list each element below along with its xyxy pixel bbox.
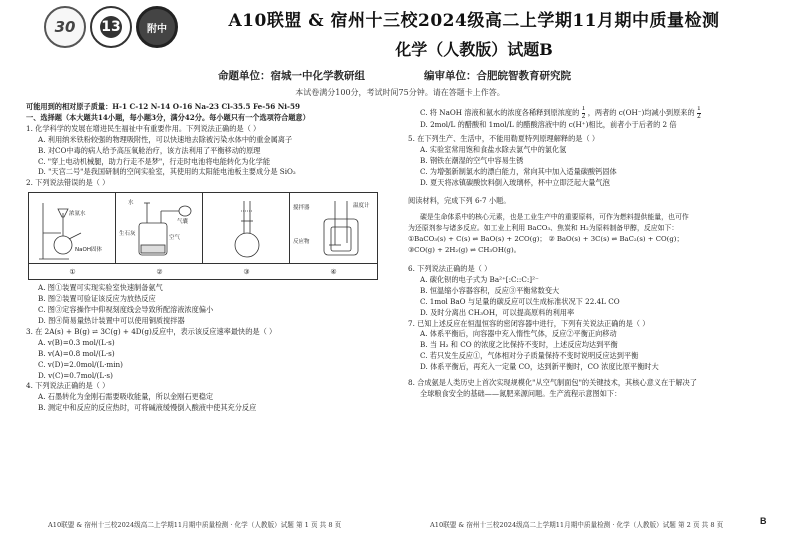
q4-option-d: D. 2mol/L 的醋酸和 1mol/L 的醋酸溶液中的 c(H⁺)相比，前者小于后者的 2 倍 [420,120,677,129]
reading-title: 阅读材料，完成下列 6-7 小题。 [408,196,511,206]
reading-line-3: ①BaCO₃(s) + C(s) ⇌ BaO(s) + 2CO(g)； ② BaO(s) + 3C(s) ⇌ BaC₂(s) + CO(g)； [408,235,684,244]
question-3: 3. 在 2A(s) + B(g) ⇌ 3C(g) + 4D(g)反应中，表示该反应速率最快的是（ ） [26,326,277,336]
q7-option-a: A. 体系平衡后，向容器中充入惰性气体，反应②平衡正向移动 [420,329,617,339]
label-stirrer: 搅拌器 [293,205,310,212]
q5-option-a: A. 实验室常用饱和食盐水除去氯气中的氯化氢 [420,144,567,154]
left-column [26,102,396,414]
question-6: 6. 下列说法正确的是（ ） [408,263,492,273]
q4-option-b: B. 测定中和反应的反应热时，可将碱液缓慢倒入酸液中使其充分反应 [38,403,257,413]
label-conc-ammonia: 浓氨水 [69,211,86,218]
q4-option-c [408,106,778,120]
q3-option-d: D. v(C)=0.7mol/(L·s) [38,370,113,380]
exam-notice: 本试卷满分100分，考试时间75分钟。请在答题卡上作答。 [295,88,505,97]
q1-option-b: B. 对CO中毒的病人给予高压氧舱治疗，该方法利用了平衡移动的原理 [38,145,261,155]
q7-option-d: D. 体系平衡后，再充入一定量 CO，达到新平衡时，CO 浓度比原平衡时大 [420,362,659,372]
q5-option-d: D. 夏天将冰镇碳酸饮料倒入玻璃杯，杯中立即泛起大量气泡 [420,177,610,187]
question-4: 4. 下列说法正确的是（ ） [26,381,110,391]
q5-option-b: B. 钢铁在潮湿的空气中容易生锈 [420,155,524,165]
label-reactant: 反应物 [293,239,310,246]
label-quicklime: 生石灰 [119,231,136,238]
exam-subtitle: 化学（人教版）试题B [395,40,553,59]
q2-option-c: C. 图③定容操作中仰视刻度线会导致所配溶液浓度偏小 [38,305,214,315]
q3-option-a: A. v(B)=0.3 mol/(L·s) [38,337,115,347]
right-column [408,106,778,400]
q2-option-d: D. 图④简易量热计装置中可以使用铜质搅拌器 [38,315,185,325]
q7-option-b: B. 当 H₂ 和 CO 的浓度之比保持不变时，上述反应均达到平衡 [420,340,618,350]
frac1-num: 1 [581,106,586,112]
label-naoh-solid: NaOH固体 [75,247,102,254]
corner-mark: B [760,516,767,526]
apparatus-drawing [29,193,379,263]
apparatus-label-1: ① [69,268,76,277]
atomic-masses: 可能用到的相对原子质量：H-1 C-12 N-14 O-16 Na-23 Cl-35.5 Fe-56 Ni-59 [26,102,301,111]
exam-title: A10联盟 & 宿州十三校2024级高二上学期11月期中质量检测 [228,11,720,31]
author-unit: 命题单位：宿城一中化学教研组 [218,70,365,82]
section-heading: 一、选择题（本大题共14小题，每小题3分，满分42分。每小题只有一个选项符合题意） [26,112,310,122]
q6-option-c: C. 1mol BaO 与足量的碳反应可以生成标准状况下 22.4L CO [420,296,620,306]
frac2-den: 2 [696,112,701,120]
school-logo-3-icon [136,6,178,48]
logo-group [44,6,180,52]
q3-option-c: C. v(D)=2.0mol/(L·min) [38,359,123,369]
school-logo-1-icon [44,6,86,48]
apparatus-label-2: ② [156,268,163,277]
frac1-den: 2 [581,112,586,120]
label-thermometer: 温度计 [353,203,370,210]
q1-option-c: C. "穿上电动机械腿，助力行走不是梦"，行走时电池将电能转化为化学能 [38,156,271,166]
q2-option-b: B. 图②装置可验证该反应为放热反应 [38,294,156,304]
footer-left: A10联盟 & 宿州十三校2024级高二上学期11月期中质量检测 · 化学（人教版）试题 第 1 页 共 8 页 [48,521,342,529]
question-8-line-2: 全球粮食安全的基础——氮肥来源问题。生产流程示意图如下： [420,388,622,398]
reading-line-1: 碳是生命体系中的核心元素，也是工业生产中的重要原料，可作为燃料提供能量，也可作 [420,213,689,222]
fraction-half-2 [697,106,701,120]
label-water: 水 [128,200,134,207]
q6-option-a: A. 碳化钡的电子式为 Ba²⁺[:C::C:]²⁻ [420,274,539,284]
reading-line-4: ③CO(g) + 2H₂(g) ⇌ CH₃OH(g)。 [408,246,521,255]
label-air: 空气 [169,235,181,242]
q7-option-c: C. 若只发生反应①，气体相对分子质量保持不变时说明反应达到平衡 [420,351,639,361]
logo2-text: 13 [100,16,122,38]
label-air-bag: 气囊 [177,219,189,226]
logo1-text: 30 [54,18,76,36]
school-logo-2-icon [90,6,132,48]
question-1: 1. 化学科学的发展在增进民生福祉中有重要作用。下列说法正确的是（ ） [26,123,261,133]
question-7: 7. 已知上述反应在恒温恒容的密闭容器中进行，下列有关说法正确的是（ ） [408,318,650,328]
question-8-line-1: 8. 合成氨是人类历史上首次实现规模化"从空气制面包"的关键技术，其核心意义在于解决了 [408,378,697,388]
q4-option-a: A. 石墨转化为金刚石需要吸收能量，所以金刚石更稳定 [38,392,214,402]
footer-right: A10联盟 & 宿州十三校2024级高二上学期11月期中质量检测 · 化学（人教版）试题 第 2 页 共 8 页 [430,521,724,529]
apparatus-figure [28,192,378,280]
question-2: 2. 下列说法错误的是（ ） [26,178,110,188]
q6-option-b: B. 恒温缩小容器容积，反应③平衡常数变大 [420,285,560,295]
q1-option-d: D. "天宫二号"是我国研制的空间实验室，其使用的太阳能电池板主要成分是 SiO₂ [38,167,296,177]
apparatus-label-row [29,263,377,281]
q3-option-b: B. v(A)=0.8 mol/(L·s) [38,348,115,358]
q5-option-c: C. 为增强新制氯水的漂白能力，常向其中加入适量碳酸钙固体 [420,166,617,176]
q6-option-d: D. 及时分离出 CH₃OH，可以提高原料的利用率 [420,307,575,317]
q4-c-text-2: ，两者的 c(OH⁻)均减小到原来的 [587,108,695,117]
reading-line-2: 为还原剂参与诸多反应。如工业上利用 BaCO₃、焦炭和 H₂为原料制备甲醇，反应如下： [408,224,679,233]
fraction-half-1 [582,106,586,120]
editor-unit: 编审单位：合肥皖智教育研究院 [424,70,571,82]
q1-option-a: A. 利用纳米铁粉较强的物理吸附性，可以快速地去除被污染水体中的重金属离子 [38,134,293,144]
q2-option-a: A. 图①装置可实现实验室快速制备氨气 [38,283,163,293]
apparatus-label-4: ④ [330,268,337,277]
question-5: 5. 在下列生产、生活中，不能用勒夏特列原理解释的是（ ） [408,133,600,143]
q4-c-text-1: C. 将 NaOH 溶液和氨水的浓度各稀释到原浓度的 [420,108,580,117]
frac2-num: 1 [696,106,701,112]
apparatus-label-3: ③ [243,268,250,277]
logo3-text: 附中 [147,23,167,35]
